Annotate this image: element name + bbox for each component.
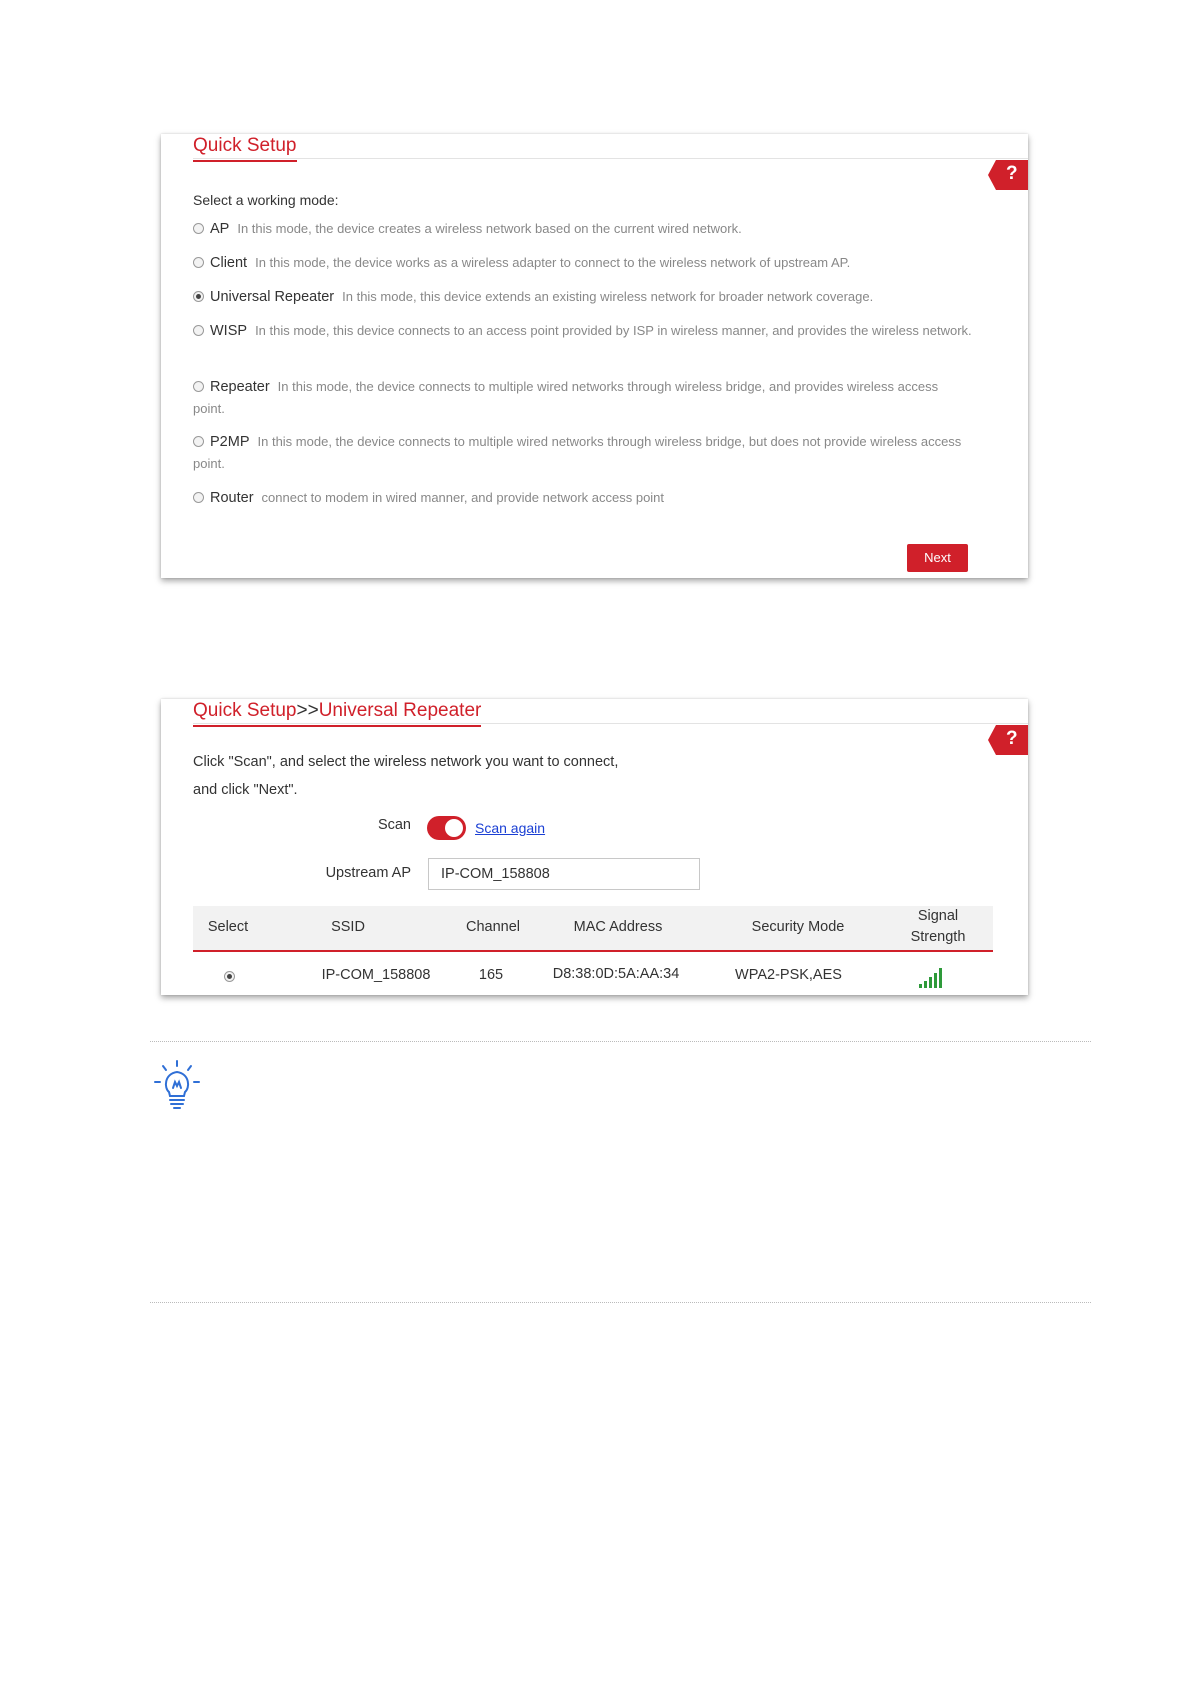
mode-description: In this mode, the device connects to multiple wired networks through wireless bridge, and provides wireless access point. [193, 379, 939, 416]
panel-title: Quick Setup [193, 134, 297, 162]
cell-channel: 165 [478, 967, 504, 983]
mode-description: In this mode, the device connects to multiple wired networks through wireless bridge, but does not provide wireless access point. [193, 434, 962, 471]
mode-description: connect to modem in wired manner, and provide network access point [261, 490, 665, 505]
table-header [193, 906, 993, 952]
mode-name: P2MP [210, 434, 250, 450]
instruction-line-1: Click "Scan", and select the wireless network you want to connect, [193, 754, 619, 770]
row-select-radio[interactable] [224, 971, 235, 982]
universal-repeater-panel [161, 699, 1028, 995]
col-signal-line-2: Strength [910, 929, 966, 945]
mode-description: In this mode, this device connects to an access point provided by ISP in wireless manner, and provides the wireless network. [255, 323, 972, 338]
breadcrumb-separator: >> [296, 700, 319, 721]
mode-prompt: Select a working mode: [193, 192, 339, 208]
question-mark-icon: ? [1006, 163, 1018, 184]
col-ssid: SSID [331, 919, 365, 935]
cell-mac: D8:38:0D:5A:AA:34 [552, 966, 680, 982]
quick-setup-mode-panel [161, 134, 1028, 578]
mode-option-wisp[interactable] [193, 320, 973, 342]
title-divider [193, 158, 1028, 159]
mode-name: Client [210, 255, 248, 271]
mode-name: Repeater [210, 379, 270, 395]
col-select: Select [207, 919, 249, 935]
mode-option-router[interactable] [193, 487, 973, 509]
mode-option-repeater[interactable] [193, 376, 973, 420]
col-channel: Channel [465, 919, 520, 935]
next-button[interactable]: Next [907, 544, 968, 572]
scan-label: Scan [377, 817, 411, 833]
mode-description: In this mode, the device creates a wireless network based on the current wired network. [237, 221, 742, 236]
lightbulb-tip-icon [153, 1060, 205, 1112]
radio-wisp[interactable] [193, 325, 204, 336]
radio-ap[interactable] [193, 223, 204, 234]
tip-bottom-divider [150, 1302, 1091, 1303]
breadcrumb-universal-repeater: Universal Repeater [318, 700, 482, 721]
mode-description: In this mode, this device extends an existing wireless network for broader network coverage. [342, 289, 874, 304]
mode-option-p2mp[interactable] [193, 431, 973, 475]
mode-description: In this mode, the device works as a wireless adapter to connect to the wireless network of upstream AP. [255, 255, 851, 270]
instruction-line-2: and click "Next". [193, 782, 298, 798]
mode-name: Router [210, 490, 254, 506]
title-divider [193, 723, 1028, 724]
cell-security: WPA2-PSK,AES [735, 967, 842, 983]
mode-option-client[interactable] [193, 252, 973, 274]
col-signal [893, 906, 983, 948]
mode-name: WISP [210, 323, 248, 339]
question-mark-icon: ? [1006, 728, 1018, 749]
radio-universal-repeater[interactable] [193, 291, 204, 302]
radio-p2mp[interactable] [193, 436, 204, 447]
radio-client[interactable] [193, 257, 204, 268]
col-mac: MAC Address [573, 919, 663, 935]
scan-toggle[interactable] [427, 816, 466, 840]
radio-repeater[interactable] [193, 381, 204, 392]
mode-option-ap[interactable] [193, 218, 973, 240]
mode-option-universal-repeater[interactable] [193, 286, 973, 308]
mode-name: AP [210, 221, 230, 237]
mode-name: Universal Repeater [210, 289, 335, 305]
upstream-ap-label: Upstream AP [325, 865, 411, 881]
scan-again-link[interactable]: Scan again [475, 820, 546, 836]
cell-ssid: IP-COM_158808 [321, 967, 431, 983]
breadcrumb-quick-setup[interactable]: Quick Setup [193, 700, 297, 721]
radio-router[interactable] [193, 492, 204, 503]
tip-top-divider [150, 1041, 1091, 1042]
help-button[interactable] [988, 725, 1028, 755]
help-button[interactable] [988, 160, 1028, 190]
col-security: Security Mode [751, 919, 845, 935]
upstream-ap-field[interactable]: IP-COM_158808 [428, 858, 700, 890]
col-signal-line-1: Signal [917, 908, 959, 924]
signal-bars-icon [918, 967, 944, 989]
